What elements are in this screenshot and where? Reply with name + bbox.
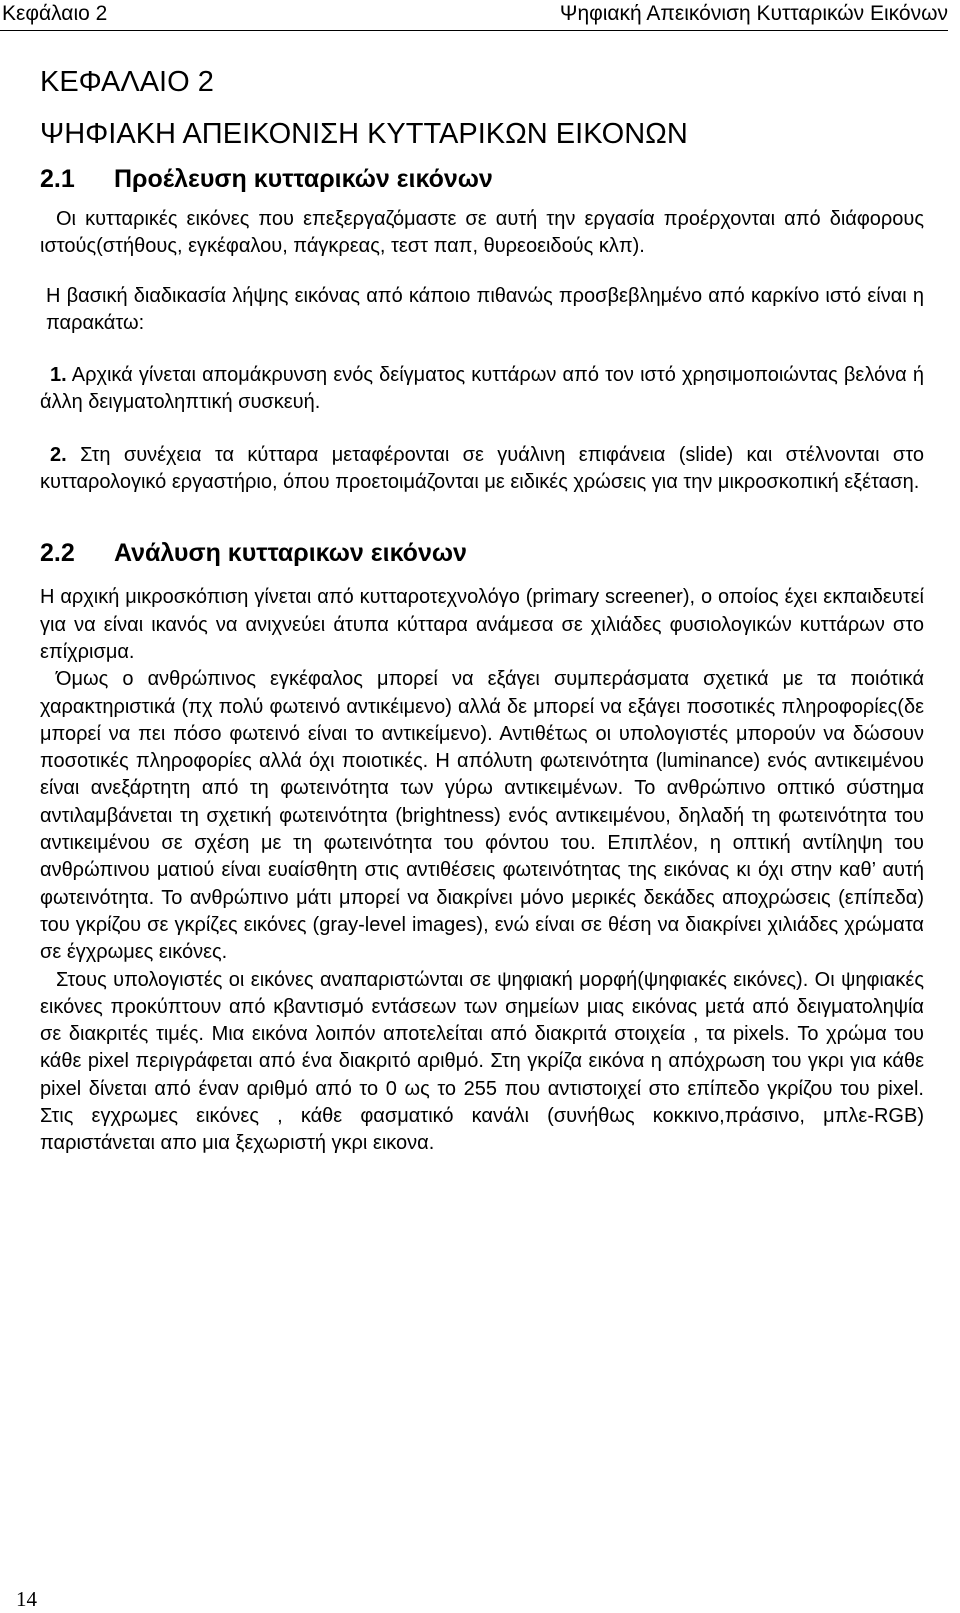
section-heading-2-1 <box>40 162 924 196</box>
section-number: 2.1 <box>40 165 75 193</box>
section-title: Ανάλυση κυτταρικων εικόνων <box>114 539 467 568</box>
list-item-text: Στη συνέχεια τα κύτταρα μεταφέρονται σε γυάλινη επιφάνεια (slide) και στέλνονται στο κυτταρολογικό εργαστήριο, όπου προετοιμάζονται με ειδικές χρώσεις για την μικροσκοπική εξέταση. <box>40 443 925 494</box>
section-heading-2-2 <box>40 536 924 570</box>
running-header <box>0 0 948 31</box>
list-item-number: 2. <box>50 443 67 466</box>
header-chapter-label: Κεφάλαιο 2 <box>2 2 108 25</box>
section-title: Προέλευση κυτταρικών εικόνων <box>114 165 493 193</box>
paragraph: Η αρχική μικροσκόπιση γίνεται από κυτταροτεχνολόγο (primary screener), ο οποίος έχει εκπαιδευτεί για να είναι ικανός να ανιχνεύει άτυπα κύτταρα ανάμεσα σε χιλιάδες φυσιολογικών κυττάρων στο επίχρισμα. <box>40 586 924 663</box>
list-item-number: 1. <box>50 364 67 387</box>
list-item-step-1 <box>40 362 924 417</box>
paragraph-intro: Οι κυτταρικές εικόνες που επεξεργαζόμαστε σε αυτή την εργασία προέρχονται από διάφορους ιστούς(στήθους, εγκέφαλου, πάγκρεας, τεστ παπ, θυρεοειδούς κλπ). <box>40 208 924 258</box>
section-number: 2.2 <box>40 539 75 568</box>
list-item-text: Αρχικά γίνεται απομάκρυνση ενός δείγματος κυττάρων από τον ιστό χρησιμοποιώντας βελόνα ή άλλη δειγματοληπτική συσκευή. <box>40 364 925 414</box>
header-chapter-title: Ψηφιακή Απεικόνιση Κυτταρικών Εικόνων <box>559 2 948 25</box>
paragraph-process: Η βασική διαδικασία λήψης εικόνας από κάποιο πιθανώς προσβεβλημένο από καρκίνο ιστό είναι η παρακάτω: <box>46 284 924 334</box>
page-content <box>40 64 924 1158</box>
paragraph: Στους υπολογιστές οι εικόνες αναπαριστώνται σε ψηφιακή μορφή(ψηφιακές εικόνες). Οι ψηφιακές εικόνες προκύπτουν από κβαντισμό εντάσεων των σημείων μιας εικόνας μετά από δειγματοληψία σε διακριτές τιμές. Μια εικόνα λοιπόν αποτελείται από διακριτά στοιχεία , τα pixels. Το χρώμα του κάθε pixel περιγράφεται από ένα διακριτό αριθμό. Στη γκρίζα εικόνα η απόχρωση του γκρι για κάθε pixel δίνεται από έναν αριθμό από το 0 ως το 255 που αντιστοιχεί στο επίπεδο γκρίζου του pixel. Στις εγχρωμες εικόνες , κάθε φασματικό κανάλι (συνήθως κοκκινο,πράσινο, μπλε-RGB) παριστάνεται απο μια ξεχωριστή γκρι εικονα. <box>40 968 924 1155</box>
list-item-step-2 <box>40 442 924 497</box>
page-number: 14 <box>16 1587 37 1611</box>
chapter-title: ΚΕΦΑΛΑΙΟ 2 <box>40 66 214 98</box>
paragraph: Όμως ο ανθρώπινος εγκέφαλος μπορεί να εξάγει συμπεράσματα σχετικά με τα ποιότικά χαρακτηριστικά (πχ πολύ φωτεινό αντικέιμενο) αλλά δε μπορεί να εξάγει ποσοτικές πληροφορίες(δε μπορεί να πει πόσο φωτεινό είναι το αντικείμενο). Αντιθέτως οι υπολογιστές μπορούν να δώσουν ποσοτικές πληροφορίες αλλά όχι ποιοτικές. Η απόλυτη φωτεινότητα (luminance) ενός αντικειμένου είναι ανεξάρτητη από τη φωτεινότητα των γύρω αντικειμένων. Το ανθρώπινο οπτικό σύστημα αντιλαμβάνεται τη σχετική φωτεινότητα (brightness) ενός αντικειμένου, δηλαδή τη φωτεινότητα του αντικειμένου σε σχέση με τη φωτεινότητα του φόντου του. Επιπλέον, η οπτική αντίληψη του ανθρώπινου ματιού είναι ευαίσθητη στις αντιθέσεις φωτεινότητας της εικόνας κι όχι στην καθ’ αυτή φωτεινότητα. Το ανθρώπινο μάτι μπορεί να διακρίνει μόνο μερικές δεκάδες αποχρώσεις (επίπεδα) του γκρίζου σε γκρίζες εικόνες (gray-level images), ενώ είναι σε θέση να διακρίνει χιλιάδες χρώματα σε έγχρωμες εικόνες. <box>40 668 924 964</box>
chapter-subtitle: ΨΗΦΙΑΚΗ ΑΠΕΙΚΟΝΙΣΗ ΚΥΤΤΑΡΙΚΩΝ ΕΙΚΟΝΩΝ <box>40 118 688 150</box>
